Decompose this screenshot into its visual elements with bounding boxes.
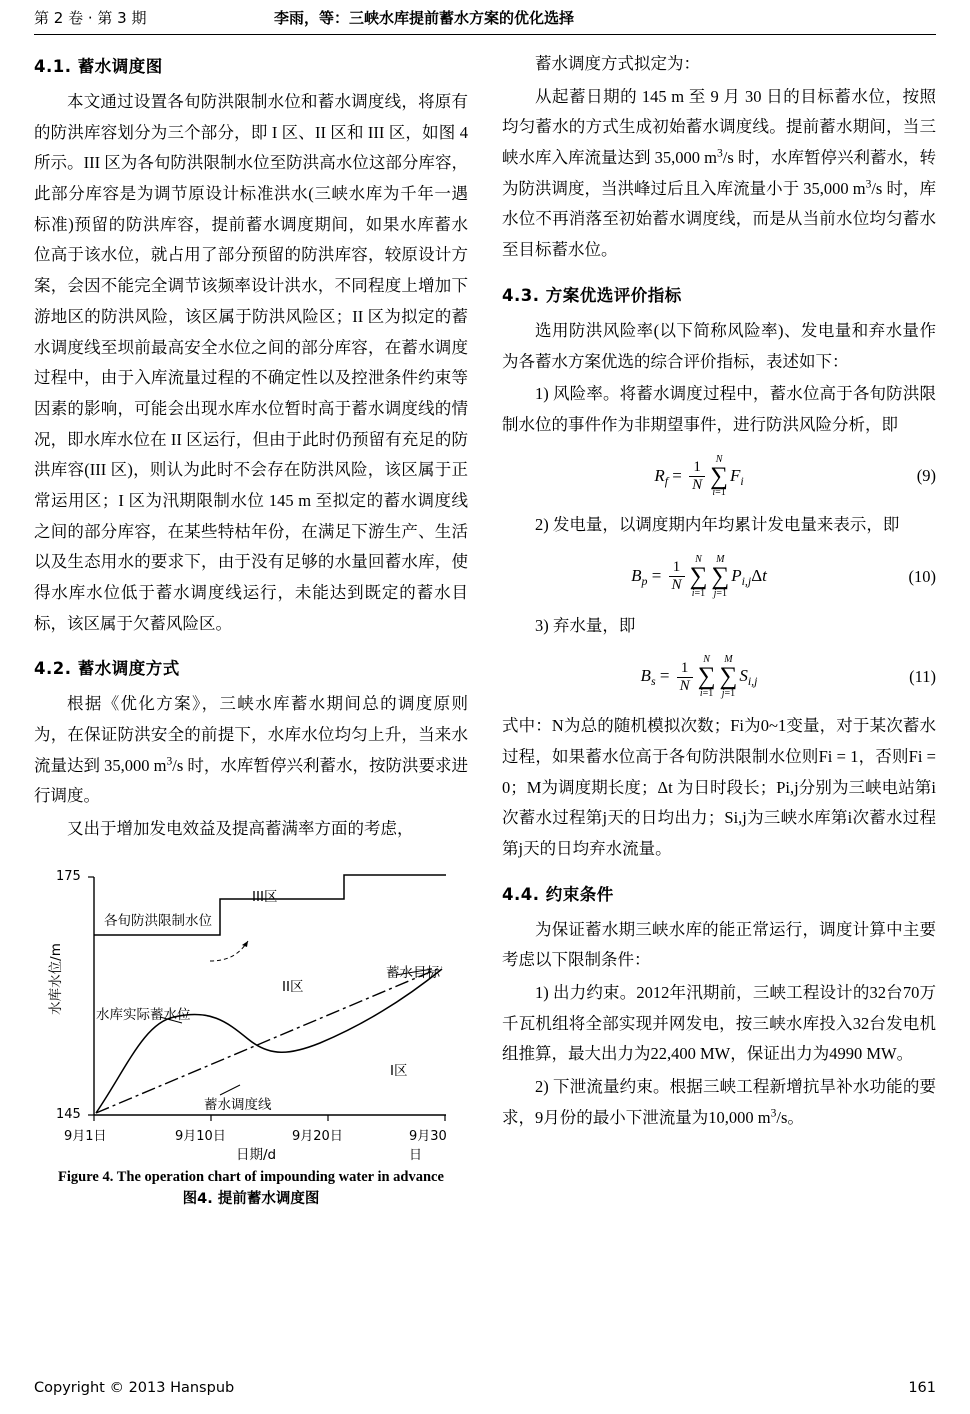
equation-10-expression: $B_p$ = $\frac{1}{N}$ N ∑ i=1 M ∑ j=1 $P_{i,j}\Delta t$ xyxy=(631,554,767,599)
section-4-4-heading: 4.4. 约束条件 xyxy=(502,884,614,904)
section-4-3-heading: 4.3. 方案优选评价指标 xyxy=(502,285,682,305)
section-4-3-item-3: 3) 弃水量，即 xyxy=(535,615,636,635)
impound-text-c: /s 时，库水位不再消落至初始蓄水调度线，而是从当前水位均匀蓄水至目标蓄水位。 xyxy=(502,178,936,260)
item2-text-b: /s。 xyxy=(776,1107,804,1127)
equation-9 xyxy=(502,455,936,499)
section-4-3-item-1: 1) 风险率。将蓄水调度过程中，蓄水位高于各旬防洪限制水位的事件作为非期望事件，进行防洪风险分析，即 xyxy=(502,384,936,434)
item2-text-a: 2) 下泄流量约束。根据三峡工程新增抗旱补水功能的要求，9月份的最小下泄流量为10,000 m xyxy=(502,1077,936,1127)
label-target: 蓄水目标 xyxy=(386,964,440,981)
running-head-volume: 第 2 卷 · 第 3 期 xyxy=(34,8,147,27)
equation-11 xyxy=(502,655,936,699)
label-flood-limit-line: 各旬防洪限制水位 xyxy=(104,912,212,929)
footer-copyright: Copyright © 2013 Hanspub xyxy=(34,1380,235,1396)
y-axis-label: 水库水位/m xyxy=(47,942,64,1015)
figure-4-chart xyxy=(34,857,458,1163)
equation-9-expression: $R_f$ = $\frac{1}{N}$ N ∑ i=1 $F_i$ xyxy=(654,453,744,499)
figure-4-caption-en: Figure 4. The operation chart of impounding water in advance xyxy=(58,1168,444,1185)
x-tick-4: 9月30日 xyxy=(409,1128,447,1163)
running-head xyxy=(34,0,936,34)
section-4-4-item-1: 1) 出力约束。2012年汛期前，三峡工程设计的32台70万千瓦机组将全部实现并网发电，按三峡水库投入32台发电机组推算，最大出力为22,400 MW，保证出力为4990 MW。 xyxy=(502,983,936,1064)
label-actual-level: 水库实际蓄水位 xyxy=(96,1006,191,1023)
figure-4-caption xyxy=(34,1167,468,1211)
impound-sup-2: 3 xyxy=(865,178,872,191)
label-zone-2: II区 xyxy=(282,978,304,995)
x-tick-1: 9月1日 xyxy=(64,1128,107,1144)
notation-explanation: 式中：N为总的随机模拟次数；Fi为0~1变量，对于某次蓄水过程，如果蓄水位高于各旬防洪限制水位则Fi = 1，否则Fi = 0；M为调度期长度；Δt 为日时段长；Pi,j分别为三峡电站第i次蓄水过程第j天的日均出力；Si,j为三峡水库第i次蓄水过程第j天的日均弃水流量。 xyxy=(502,716,936,858)
p42-sup: 3 xyxy=(166,755,173,768)
p42-text-b: /s 时，水库暂停兴利蓄水，按防洪要求进行调度。 xyxy=(34,755,468,806)
header-rule xyxy=(34,34,936,35)
figure-4 xyxy=(34,857,468,1211)
section-4-4-paragraph: 为保证蓄水期三峡水库的能正常运行，调度计算中主要考虑以下限制条件： xyxy=(502,919,936,970)
x-tick-3: 9月20日 xyxy=(292,1128,343,1144)
label-schedule-line: 蓄水调度线 xyxy=(204,1096,272,1113)
item2-sup: 3 xyxy=(770,1107,777,1120)
impound-sup-1: 3 xyxy=(717,147,723,160)
footer-page-number: 161 xyxy=(908,1380,936,1396)
x-tick-2: 9月10日 xyxy=(175,1128,226,1144)
section-4-4-item-2 xyxy=(502,1072,936,1133)
figure-4-caption-cn: 图4. 提前蓄水调度图 xyxy=(182,1190,320,1207)
y-tick-145: 145 xyxy=(56,1106,81,1122)
equation-11-number: (11) xyxy=(909,667,936,687)
x-axis-label: 日期/d xyxy=(236,1146,277,1163)
two-column-body xyxy=(34,49,936,1210)
label-zone-3: III区 xyxy=(252,888,278,905)
impound-intro: 蓄水调度方式拟定为： xyxy=(535,54,700,73)
section-4-2-paragraph-1 xyxy=(34,689,468,812)
impound-text-b: /s 时，水库暂停兴利蓄水，转为防洪调度，当洪峰过后且入库流量小于 35,000 m xyxy=(502,148,936,198)
section-4-2-paragraph-2: 又出于增加发电效益及提高蓄满率方面的考虑， xyxy=(67,819,414,839)
equation-10-number: (10) xyxy=(908,566,936,586)
section-4-2-heading: 4.2. 蓄水调度方式 xyxy=(34,659,180,679)
label-zone-1: I区 xyxy=(390,1062,408,1079)
section-4-3-item-2: 2) 发电量，以调度期内年均累计发电量来表示，即 xyxy=(535,515,900,535)
p42-text-a: 根据《优化方案》，三峡水库蓄水期间总的调度原则为，在保证防洪安全的前提下，水库水位均匀上升，当来水流量达到 35,000 m xyxy=(34,694,468,775)
section-4-1-heading: 4.1. 蓄水调度图 xyxy=(34,57,163,76)
left-column xyxy=(34,49,468,1210)
section-4-1-paragraph: 本文通过设置各旬防洪限制水位和蓄水调度线，将原有的防洪库容划分为三个部分，即 I 区、II 区和 III 区，如图 4 所示。III 区为各旬防洪限制水位至防洪高水位这部分库容，此部分库容是为调节原设计标准洪水(三峡水库为千年一遇标准)预留的防洪库容，提前蓄水调度期间，如果水库蓄水位高于该水位，就占用了部分预留的防洪库容，较原设计方案，会因不能完全调节该频率设计洪水，不同程度上增加下游地区的防洪风险，该区属于防洪风险区；II 区为拟定的蓄水调度线至坝前最高安全水位之间的部分库容，在蓄水调度过程中，由于入库流量过程的不确定性以及控泄条件约束等因素的影响，可能会出现水库水位暂时高于蓄水调度线的情况，即水库水位在 II 区运行，但由于此时仍预留有充足的防洪库容(III 区)，则认为此时不会存在防洪风险，该区属于正常运用区；I 区为汛期限制水位 145 m 至拟定的蓄水调度线之间的部分库容，在某些特枯年份，在满足下游生产、生活以及生态用水的要求下，由于没有足够的水量回蓄水库，使得水库水位低于蓄水调度线运行，未能达到既定的蓄水目标，该区属于欠蓄风险区。 xyxy=(34,92,468,633)
equation-9-number: (9) xyxy=(916,466,936,486)
equation-10 xyxy=(502,555,936,599)
right-column xyxy=(502,49,936,1210)
y-tick-175: 175 xyxy=(56,868,81,884)
page-footer xyxy=(34,1380,936,1396)
equation-11-expression: $B_s$ = $\frac{1}{N}$ N ∑ i=1 M ∑ j=1 $S_{i,j}$ xyxy=(640,654,758,700)
impound-text-a: 从起蓄日期的 145 m 至 9 月 30 日的目标蓄水位，按照均匀蓄水的方式生成初始蓄水调度线。提前蓄水期间，当三峡水库入库流量达到 35,000 m xyxy=(502,86,936,168)
running-head-title: 李雨，等：三峡水库提前蓄水方案的优化选择 xyxy=(274,8,575,27)
section-4-3-paragraph: 选用防洪风险率(以下简称风险率)、发电量和弃水量作为各蓄水方案优选的综合评价指标，表述如下： xyxy=(502,320,936,371)
impound-description xyxy=(502,82,936,266)
